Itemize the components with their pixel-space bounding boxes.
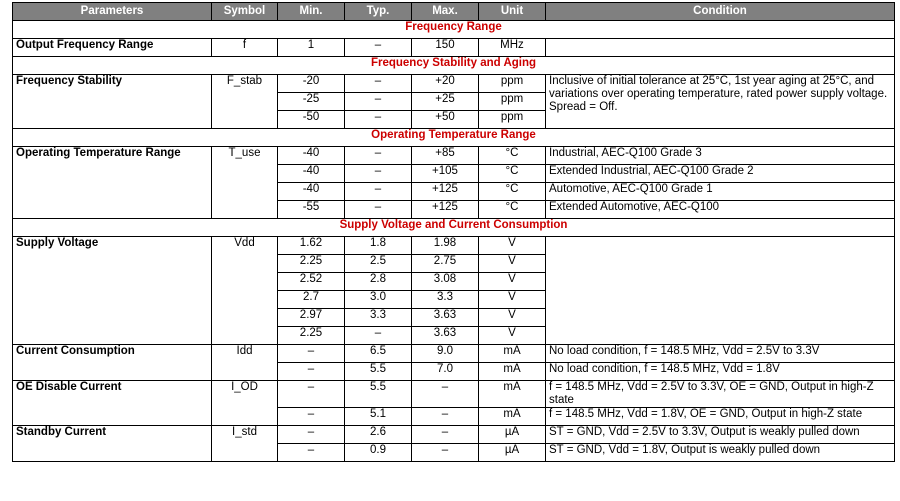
max-cell: –: [412, 381, 479, 408]
unit-cell: °C: [479, 183, 546, 201]
typ-cell: 5.1: [345, 408, 412, 426]
min-cell: –: [278, 345, 345, 363]
condition-cell: [546, 444, 895, 462]
min-cell: 2.25: [278, 255, 345, 273]
max-cell: –: [412, 444, 479, 462]
typ-cell: 5.5: [345, 381, 412, 408]
condition-cell: No load condition, f = 148.5 MHz, Vdd = 2.5V to 3.3V: [546, 345, 895, 363]
max-cell: 150: [412, 39, 479, 57]
header-condition: Condition: [546, 3, 895, 21]
symbol-cell: I_std: [212, 426, 278, 462]
min-cell: -50: [278, 111, 345, 129]
max-cell: +125: [412, 201, 479, 219]
header-symbol: Symbol: [212, 3, 278, 21]
condition-cell: [546, 237, 895, 345]
unit-cell: V: [479, 255, 546, 273]
max-cell: 3.3: [412, 291, 479, 309]
min-cell: 1.62: [278, 237, 345, 255]
typ-cell: 6.5: [345, 345, 412, 363]
typ-cell: 2.5: [345, 255, 412, 273]
unit-cell: V: [479, 237, 546, 255]
param-name: Frequency Stability: [13, 75, 212, 129]
unit-cell: V: [479, 309, 546, 327]
unit-cell: mA: [479, 408, 546, 426]
min-cell: 2.7: [278, 291, 345, 309]
min-cell: 2.52: [278, 273, 345, 291]
param-name: Current Consumption: [13, 345, 212, 381]
table-row: [13, 39, 895, 57]
condition-text: = GND, Vdd = 2.5V to 3.3V, Output is weakly pulled down: [563, 426, 860, 438]
header-typ: Typ.: [345, 3, 412, 21]
unit-cell: °C: [479, 201, 546, 219]
table-row: [13, 426, 895, 444]
condition-cell: Automotive, AEC-Q100 Grade 1: [546, 183, 895, 201]
condition-cell: f = 148.5 MHz, Vdd = 2.5V to 3.3V, OE = GND, Output in high-Z state: [546, 381, 895, 408]
max-cell: +105: [412, 165, 479, 183]
header-max: Max.: [412, 3, 479, 21]
typ-cell: 5.5: [345, 363, 412, 381]
symbol-cell: f: [212, 39, 278, 57]
unit-cell: °C: [479, 147, 546, 165]
typ-cell: –: [345, 111, 412, 129]
typ-cell: –: [345, 39, 412, 57]
max-cell: +25: [412, 93, 479, 111]
symbol-cell: Vdd: [212, 237, 278, 345]
min-cell: –: [278, 426, 345, 444]
section-title: Operating Temperature Range: [13, 129, 895, 147]
max-cell: +85: [412, 147, 479, 165]
max-cell: +50: [412, 111, 479, 129]
typ-cell: –: [345, 165, 412, 183]
min-cell: –: [278, 363, 345, 381]
min-cell: -25: [278, 93, 345, 111]
typ-cell: 3.0: [345, 291, 412, 309]
section-row: [13, 219, 895, 237]
symbol-cell: I_OD: [212, 381, 278, 426]
max-cell: 3.63: [412, 309, 479, 327]
param-name: Operating Temperature Range: [13, 147, 212, 219]
unit-cell: mA: [479, 345, 546, 363]
max-cell: 3.08: [412, 273, 479, 291]
max-cell: 7.0: [412, 363, 479, 381]
symbol-cell: T_use: [212, 147, 278, 219]
unit-cell: µA: [479, 426, 546, 444]
min-cell: -40: [278, 183, 345, 201]
section-title: Frequency Range: [13, 21, 895, 39]
max-cell: +20: [412, 75, 479, 93]
typ-cell: –: [345, 183, 412, 201]
unit-cell: µA: [479, 444, 546, 462]
typ-cell: –: [345, 201, 412, 219]
min-cell: -40: [278, 147, 345, 165]
unit-cell: MHz: [479, 39, 546, 57]
param-name: Output Frequency Range: [13, 39, 212, 57]
spec-table: [12, 2, 895, 462]
param-name: OE Disable Current: [13, 381, 212, 426]
typ-cell: –: [345, 75, 412, 93]
max-cell: 9.0: [412, 345, 479, 363]
unit-cell: ppm: [479, 93, 546, 111]
min-cell: 2.97: [278, 309, 345, 327]
section-row: [13, 57, 895, 75]
condition-cell: Extended Automotive, AEC-Q100: [546, 201, 895, 219]
typ-cell: 2.8: [345, 273, 412, 291]
condition-cell: [546, 426, 895, 444]
unit-cell: V: [479, 327, 546, 345]
typ-cell: –: [345, 93, 412, 111]
condition-cell: No load condition, f = 148.5 MHz, Vdd = 1.8V: [546, 363, 895, 381]
table-row: [13, 147, 895, 165]
min-cell: –: [278, 408, 345, 426]
max-cell: 2.75: [412, 255, 479, 273]
typ-cell: 2.6: [345, 426, 412, 444]
header-min: Min.: [278, 3, 345, 21]
typ-cell: –: [345, 147, 412, 165]
header-parameters: Parameters: [13, 3, 212, 21]
condition-text: = GND, Vdd = 1.8V, Output is weakly pulled down: [563, 444, 821, 456]
condition-cell: f = 148.5 MHz, Vdd = 1.8V, OE = GND, Output in high-Z state: [546, 408, 895, 426]
table-row: [13, 381, 895, 408]
symbol-cell: Idd: [212, 345, 278, 381]
section-title: Supply Voltage and Current Consumption: [13, 219, 895, 237]
section-row: [13, 129, 895, 147]
min-cell: 1: [278, 39, 345, 57]
typ-cell: 1.8: [345, 237, 412, 255]
min-cell: -40: [278, 165, 345, 183]
section-title: Frequency Stability and Aging: [13, 57, 895, 75]
max-cell: –: [412, 408, 479, 426]
min-cell: 2.25: [278, 327, 345, 345]
unit-cell: °C: [479, 165, 546, 183]
condition-cell: Industrial, AEC-Q100 Grade 3: [546, 147, 895, 165]
condition-cell: [546, 39, 895, 57]
typ-cell: –: [345, 327, 412, 345]
header-unit: Unit: [479, 3, 546, 21]
table-row: [13, 237, 895, 255]
typ-cell: 3.3: [345, 309, 412, 327]
param-name: Supply Voltage: [13, 237, 212, 345]
max-cell: +125: [412, 183, 479, 201]
table-row: [13, 345, 895, 363]
section-row: [13, 21, 895, 39]
min-cell: -55: [278, 201, 345, 219]
condition-cell: Inclusive of initial tolerance at 25°C, 1st year aging at 25°C, and variations over operating temperature, rated power supply voltage. Spread = Off.: [546, 75, 895, 129]
unit-cell: ppm: [479, 75, 546, 93]
unit-cell: V: [479, 273, 546, 291]
max-cell: –: [412, 426, 479, 444]
condition-cell: Extended Industrial, AEC-Q100 Grade 2: [546, 165, 895, 183]
unit-cell: V: [479, 291, 546, 309]
table-row: [13, 75, 895, 93]
min-cell: -20: [278, 75, 345, 93]
unit-cell: ppm: [479, 111, 546, 129]
header-row: [13, 3, 895, 21]
unit-cell: mA: [479, 363, 546, 381]
min-cell: –: [278, 381, 345, 408]
symbol-cell: F_stab: [212, 75, 278, 129]
st-pin-label: $\overline{ST}$: [549, 444, 564, 456]
st-pin-label: $\overline{ST}$: [549, 426, 564, 438]
max-cell: 1.98: [412, 237, 479, 255]
param-name: Standby Current: [13, 426, 212, 462]
typ-cell: 0.9: [345, 444, 412, 462]
unit-cell: mA: [479, 381, 546, 408]
min-cell: –: [278, 444, 345, 462]
max-cell: 3.63: [412, 327, 479, 345]
